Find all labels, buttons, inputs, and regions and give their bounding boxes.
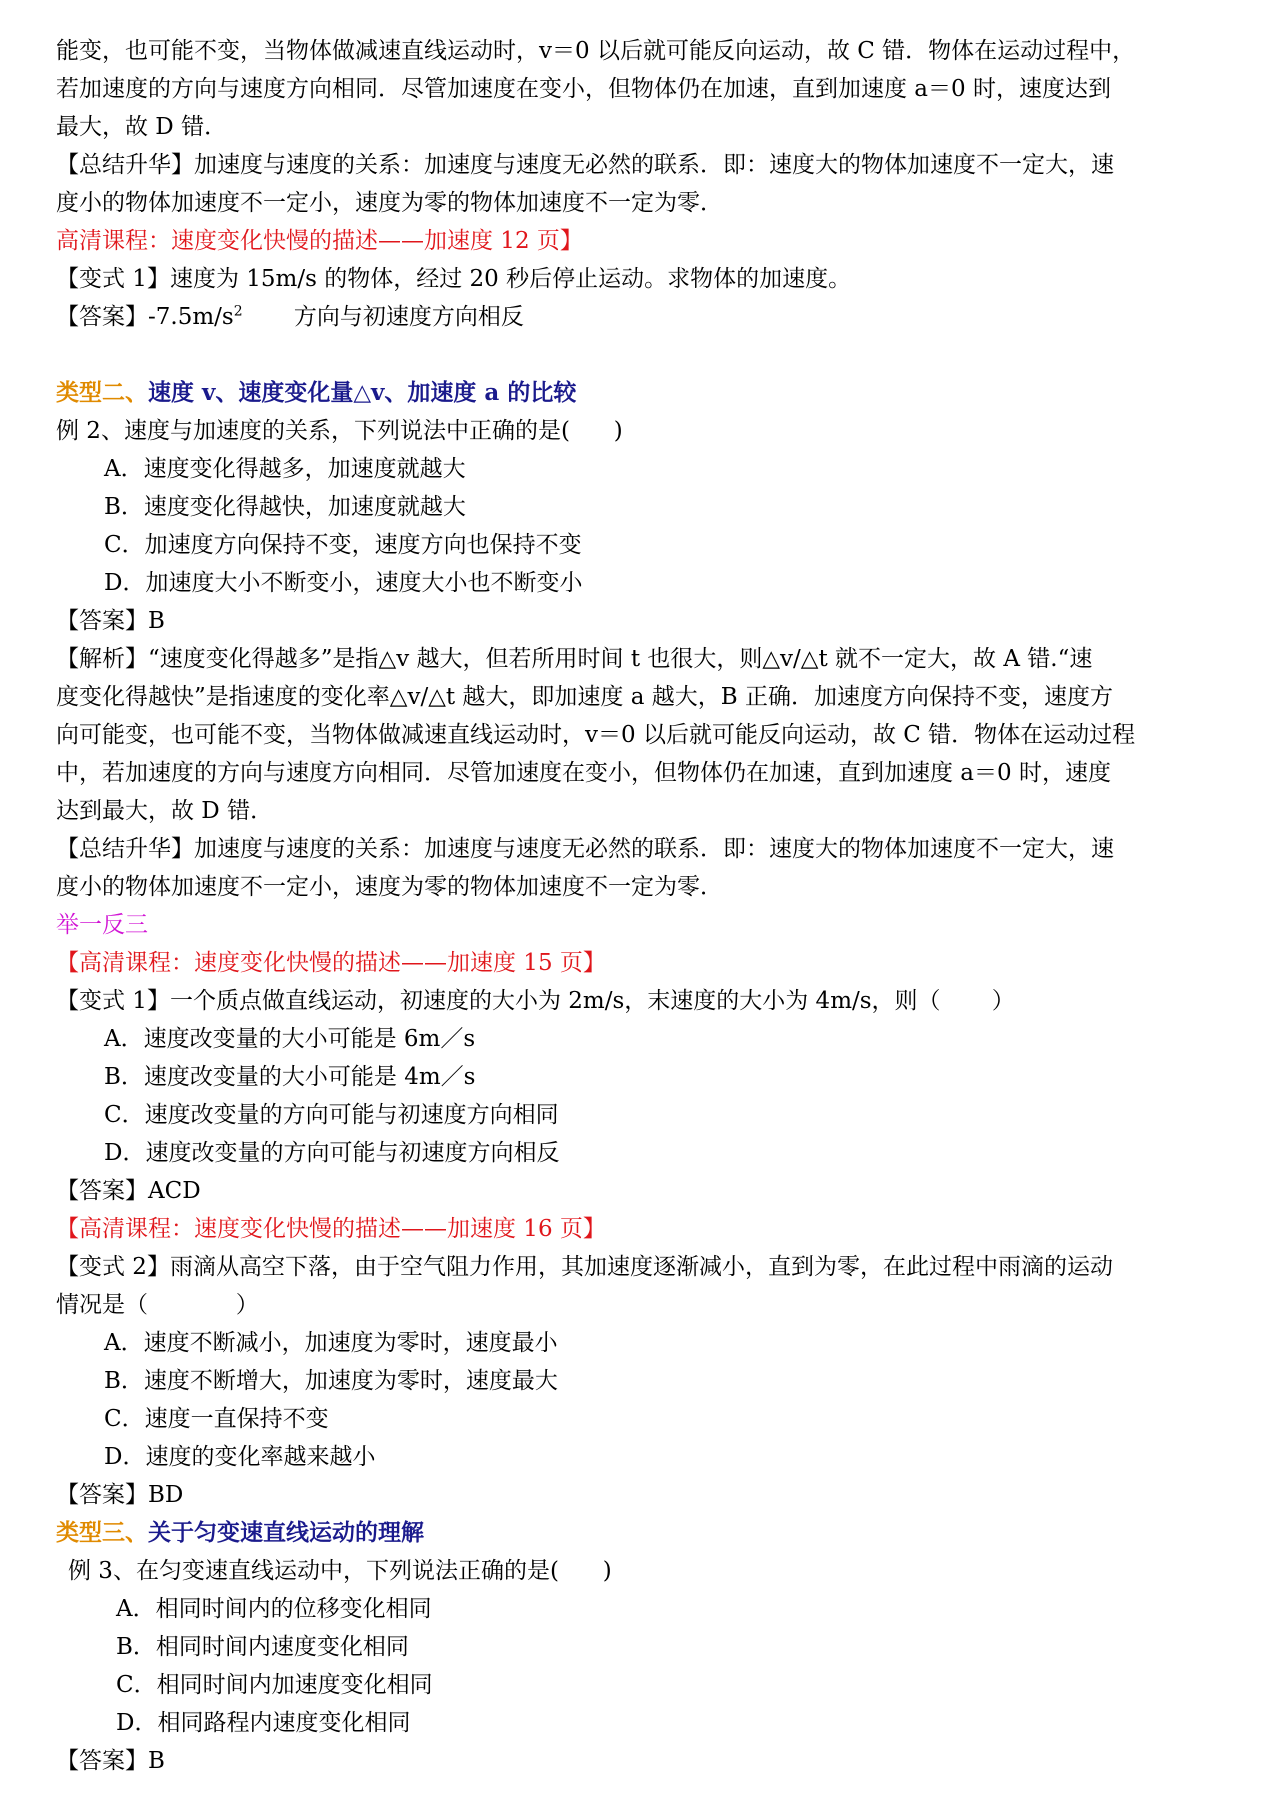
section-heading-type3 xyxy=(56,1514,1218,1552)
example-question: 例 2、速度与加速度的关系，下列说法中正确的是( ) xyxy=(56,418,623,444)
summary-line: 度小的物体加速度不一定小，速度为零的物体加速度不一定为零． xyxy=(56,874,723,900)
analysis-line: 达到最大，故 D 错． xyxy=(56,798,274,824)
option-a: A．相同时间内的位移变化相同 xyxy=(116,1596,432,1622)
section-heading-type2 xyxy=(56,374,1218,412)
answer-line: 【答案】B xyxy=(56,1748,165,1774)
course-reference: 【高清课程：速度变化快慢的描述——加速度 15 页】 xyxy=(56,950,606,976)
option-b: B．速度变化得越快，加速度就越大 xyxy=(104,494,466,520)
option-a: A．速度改变量的大小可能是 6m／s xyxy=(104,1026,476,1052)
answer-line: 【答案】ACD xyxy=(56,1178,201,1204)
example-question: 例 3、在匀变速直线运动中，下列说法正确的是( ) xyxy=(68,1558,612,1584)
option-d: D．速度的变化率越来越小 xyxy=(104,1444,376,1470)
course-reference: 高清课程：速度变化快慢的描述——加速度 12 页】 xyxy=(56,228,583,254)
analysis-line: 【解析】“速度变化得越多”是指△v 越大，但若所用时间 t 也很大，则△v/△t 就不一定大，故 A 错.“速 xyxy=(56,646,1093,672)
option-c: C．相同时间内加速度变化相同 xyxy=(116,1672,433,1698)
option-b: B．速度不断增大，加速度为零时，速度最大 xyxy=(104,1368,558,1394)
summary-line: 度小的物体加速度不一定小，速度为零的物体加速度不一定为零． xyxy=(56,190,723,216)
option-c: C．加速度方向保持不变，速度方向也保持不变 xyxy=(104,532,582,558)
option-a: A．速度变化得越多，加速度就越大 xyxy=(104,456,466,482)
option-b: B．速度改变量的大小可能是 4m／s xyxy=(104,1064,476,1090)
option-d: D．速度改变量的方向可能与初速度方向相反 xyxy=(104,1140,560,1166)
section-prefix: 类型二、 xyxy=(56,379,148,406)
option-d: D．加速度大小不断变小，速度大小也不断变小 xyxy=(104,570,583,596)
variant-question: 【变式 2】雨滴从高空下落，由于空气阻力作用，其加速度逐渐减小，直到为零，在此过程中雨滴的运动 xyxy=(56,1254,1113,1280)
option-b: B．相同时间内速度变化相同 xyxy=(116,1634,409,1660)
option-c: C．速度改变量的方向可能与初速度方向相同 xyxy=(104,1102,559,1128)
paragraph-line: 若加速度的方向与速度方向相同．尽管加速度在变小，但物体仍在加速，直到加速度 a＝0 时，速度达到 xyxy=(56,76,1111,102)
analysis-line: 向可能变，也可能不变，当物体做减速直线运动时，v＝0 以后就可能反向运动，故 C 错．物体在运动过程 xyxy=(56,722,1136,748)
option-a: A．速度不断减小，加速度为零时，速度最小 xyxy=(104,1330,558,1356)
option-c: C．速度一直保持不变 xyxy=(104,1406,329,1432)
answer-line: 【答案】B xyxy=(56,608,165,634)
variant-question: 【变式 1】速度为 15m/s 的物体，经过 20 秒后停止运动。求物体的加速度。 xyxy=(56,266,852,292)
answer-text: 【答案】-7.5m/s xyxy=(56,304,234,330)
analysis-line: 中，若加速度的方向与速度方向相同．尽管加速度在变小，但物体仍在加速，直到加速度 a＝0 时，速度 xyxy=(56,760,1111,786)
answer-exponent: 2 xyxy=(233,303,243,320)
section-title: 速度 v、速度变化量△v、加速度 a 的比较 xyxy=(148,379,577,406)
analysis-line: 度变化得越快”是指速度的变化率△v/△t 越大，即加速度 a 越大，B 正确．加速度方向保持不变，速度方 xyxy=(56,684,1113,710)
course-reference: 【高清课程：速度变化快慢的描述——加速度 16 页】 xyxy=(56,1216,606,1242)
variant-question: 情况是（ ） xyxy=(56,1292,259,1318)
summary-line: 【总结升华】加速度与速度的关系：加速度与速度无必然的联系．即：速度大的物体加速度不一定大，速 xyxy=(56,836,1114,862)
section-title: 关于匀变速直线运动的理解 xyxy=(148,1519,424,1546)
answer-direction: 方向与初速度方向相反 xyxy=(242,304,524,330)
variant-question: 【变式 1】一个质点做直线运动，初速度的大小为 2m/s，末速度的大小为 4m/s，则（ ） xyxy=(56,988,1015,1014)
paragraph-line: 能变，也可能不变，当物体做减速直线运动时，v＝0 以后就可能反向运动，故 C 错．物体在运动过程中， xyxy=(56,38,1136,64)
spacer xyxy=(56,336,1218,374)
answer-line: 【答案】BD xyxy=(56,1482,184,1508)
answer-line xyxy=(56,298,1218,336)
summary-line: 【总结升华】加速度与速度的关系：加速度与速度无必然的联系．即：速度大的物体加速度不一定大，速 xyxy=(56,152,1114,178)
paragraph-line: 最大，故 D 错． xyxy=(56,114,228,140)
option-d: D．相同路程内速度变化相同 xyxy=(116,1710,411,1736)
practice-heading: 举一反三 xyxy=(56,912,148,938)
section-prefix: 类型三、 xyxy=(56,1519,148,1546)
